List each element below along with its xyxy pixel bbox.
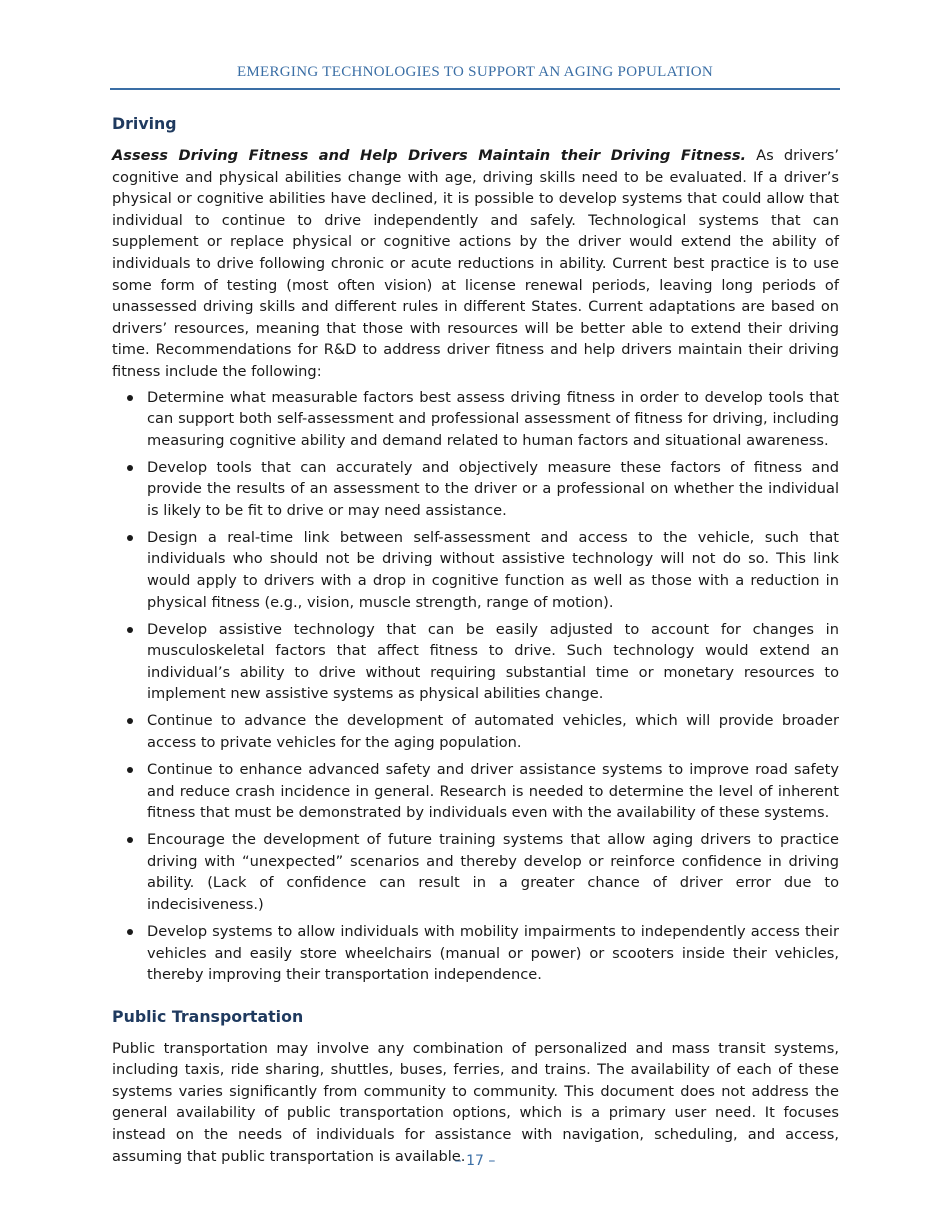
bullet-icon	[127, 767, 133, 773]
list-item	[112, 710, 839, 753]
list-item-text: Continue to enhance advanced safety and driver assistance systems to improve road safety and reduce crash incidence in general. Research is needed to determine the level of inherent fitness that must be demonstrated by individuals even with the availability of these systems.	[147, 760, 839, 822]
bullet-icon	[127, 837, 133, 843]
list-item	[112, 619, 839, 705]
list-item	[112, 527, 839, 613]
list-item-text: Develop tools that can accurately and objectively measure these factors of fitness and provide the results of an assessment to the driver or a professional on whether the individual is likely to be fit to drive or may need assistance.	[147, 458, 839, 519]
page-body	[112, 113, 839, 1167]
bullet-icon	[127, 465, 133, 471]
section-heading-public-transportation: Public Transportation	[112, 1006, 304, 1026]
driving-intro-text: As drivers’ cognitive and physical abilities change with age, driving skills need to be evaluated. If a driver’s physical or cognitive abilities have declined, it is possible to develop systems that could allow that individual to continue to drive independently and safely. Technological systems that can supplement or replace physical or cognitive actions by the driver would extend the ability of individuals to drive following chronic or acute reductions in ability. Current best practice is to use some form of testing (most often vision) at license renewal periods, leaving long periods of unassessed driving skills and different rules in different States. Current adaptations are based on drivers’ resources, meaning that those with resources will be better able to extend their driving time. Recommendations for R&D to address driver fitness and help drivers maintain their driving fitness include the following:	[112, 147, 839, 380]
list-item-text: Determine what measurable factors best assess driving fitness in order to develop tools that can support both self-assessment and professional assessment of fitness for driving, including measuring cognitive ability and demand related to human factors and situational awareness.	[147, 388, 839, 449]
list-item	[112, 829, 839, 915]
bullet-icon	[127, 535, 133, 541]
list-item-text: Develop assistive technology that can be easily adjusted to account for changes in musculoskeletal factors that affect fitness to drive. Such technology would extend an individual’s ability to drive without requiring substantial time or monetary resources to implement new assistive systems as physical abilities change.	[147, 620, 839, 703]
driving-intro-paragraph	[112, 145, 839, 383]
list-item	[112, 387, 839, 452]
list-item	[112, 759, 839, 824]
page-number: – 17 –	[454, 1153, 496, 1169]
list-item-text: Design a real-time link between self-assessment and access to the vehicle, such that individuals who should not be driving without assistive technology will not do so. This link would apply to drivers with a drop in cognitive function as well as those with a reduction in physical fitness (e.g., vision, muscle strength, range of motion).	[147, 528, 839, 611]
bullet-icon	[127, 718, 133, 724]
bullet-icon	[127, 929, 133, 935]
section-heading-driving: Driving	[112, 114, 177, 133]
list-item-text: Continue to advance the development of automated vehicles, which will provide broader access to private vehicles for the aging population.	[147, 712, 839, 751]
bullet-icon	[127, 627, 133, 633]
header-divider	[110, 88, 840, 90]
list-item	[112, 457, 839, 522]
list-item-text: Encourage the development of future training systems that allow aging drivers to practice driving with “unexpected” scenarios and thereby develop or reinforce confidence in driving ability. (Lack of confidence can result in a greater chance of driver error due to indecisiveness.)	[147, 831, 839, 913]
running-header-title: EMERGING TECHNOLOGIES TO SUPPORT AN AGING POPULATION	[236, 64, 714, 80]
driving-lead-in: Assess Driving Fitness and Help Drivers Maintain their Driving Fitness.	[112, 147, 747, 164]
list-item-text: Develop systems to allow individuals with mobility impairments to independently access their vehicles and easily store wheelchairs (manual or power) or scooters inside their vehicles, thereby improving their transportation independence.	[147, 922, 839, 984]
list-item	[112, 921, 839, 986]
bullet-icon	[127, 395, 133, 401]
public-transportation-paragraph: Public transportation may involve any combination of personalized and mass transit systems, including taxis, ride sharing, shuttles, buses, ferries, and trains. The availability of each of these systems varies significantly from community to community. This document does not address the general availability of public transportation options, which is a primary user need. It focuses instead on the needs of individuals for assistance with navigation, scheduling, and access, assuming that public transportation is available.	[112, 1039, 839, 1165]
driving-recommendations-list	[112, 387, 839, 986]
